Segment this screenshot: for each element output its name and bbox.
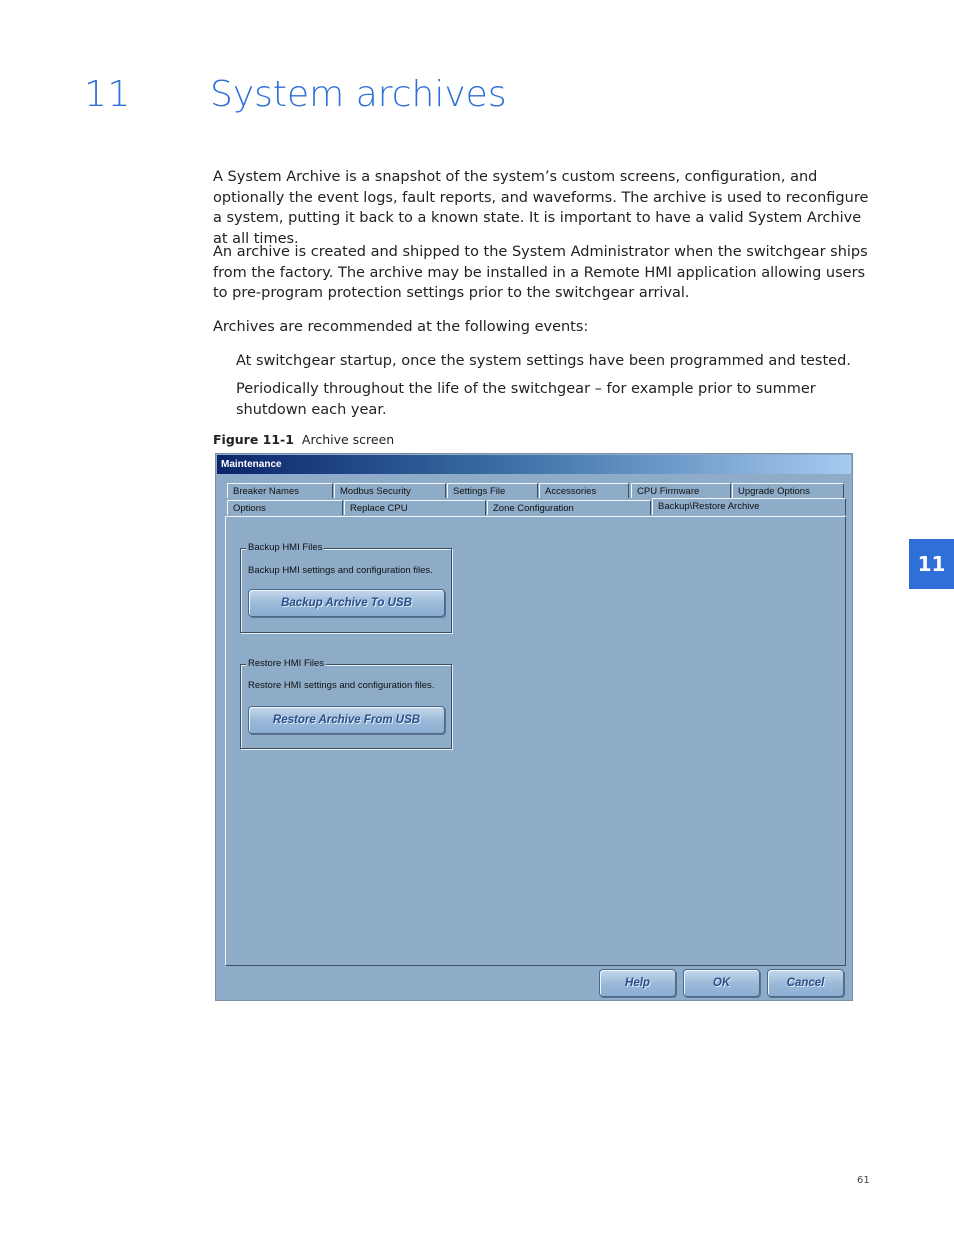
ok-button[interactable]: OK [683, 969, 760, 997]
paragraph-recommend: Archives are recommended at the following events: [213, 319, 589, 335]
tab-breaker-names[interactable]: Breaker Names [227, 483, 333, 498]
backup-group [240, 542, 452, 633]
figure-label: Figure 11-1 [213, 432, 294, 447]
restore-group-description: Restore HMI settings and configuration files. [248, 680, 435, 691]
restore-group [240, 658, 452, 749]
tab-backup-restore-archive[interactable]: Backup\Restore Archive [652, 498, 846, 515]
tab-cpu-firmware[interactable]: CPU Firmware [631, 483, 731, 498]
tab-replace-cpu[interactable]: Replace CPU [344, 500, 486, 515]
tab-accessories[interactable]: Accessories [539, 483, 629, 498]
tab-panel [225, 516, 846, 966]
tab-settings-file[interactable]: Settings File [447, 483, 538, 498]
chapter-title: System archives [210, 74, 507, 115]
dialog-titlebar[interactable]: Maintenance [217, 455, 851, 474]
list-item: At switchgear startup, once the system settings have been programmed and tested. [236, 353, 851, 369]
tab-modbus-security[interactable]: Modbus Security [334, 483, 446, 498]
tab-options[interactable]: Options [227, 500, 343, 515]
figure-caption [213, 432, 394, 447]
paragraph-intro: A System Archive is a snapshot of the system’s custom screens, configuration, and optionally the event logs, fault reports, and waveforms. The archive is used to reconfigure a system, putting it back to a known state. It is important to have a valid System Archive at all times. [213, 169, 869, 247]
figure-caption-text: Archive screen [301, 432, 395, 447]
tab-zone-configuration[interactable]: Zone Configuration [487, 500, 651, 515]
page-number: 61 [857, 1175, 870, 1186]
backup-group-legend: Backup HMI Files [248, 542, 323, 553]
restore-archive-button[interactable]: Restore Archive From USB [248, 706, 445, 734]
tab-upgrade-options[interactable]: Upgrade Options [732, 483, 844, 498]
chapter-number: 11 [84, 74, 131, 115]
help-button[interactable]: Help [599, 969, 676, 997]
maintenance-dialog [215, 453, 853, 1001]
backup-group-description: Backup HMI settings and configuration files. [248, 565, 433, 576]
paragraph-shipping: An archive is created and shipped to the System Administrator when the switchgear ships from the factory. The archive may be installed in a Remote HMI application allowing users to pre-program protection settings prior to the switchgear arrival. [213, 244, 868, 301]
list-item: Periodically throughout the life of the switchgear – for example prior to summer shutdown each year. [236, 381, 816, 418]
chapter-side-tab: 11 [909, 539, 954, 589]
cancel-button[interactable]: Cancel [767, 969, 844, 997]
backup-archive-button[interactable]: Backup Archive To USB [248, 589, 445, 617]
restore-group-legend: Restore HMI Files [248, 658, 325, 669]
